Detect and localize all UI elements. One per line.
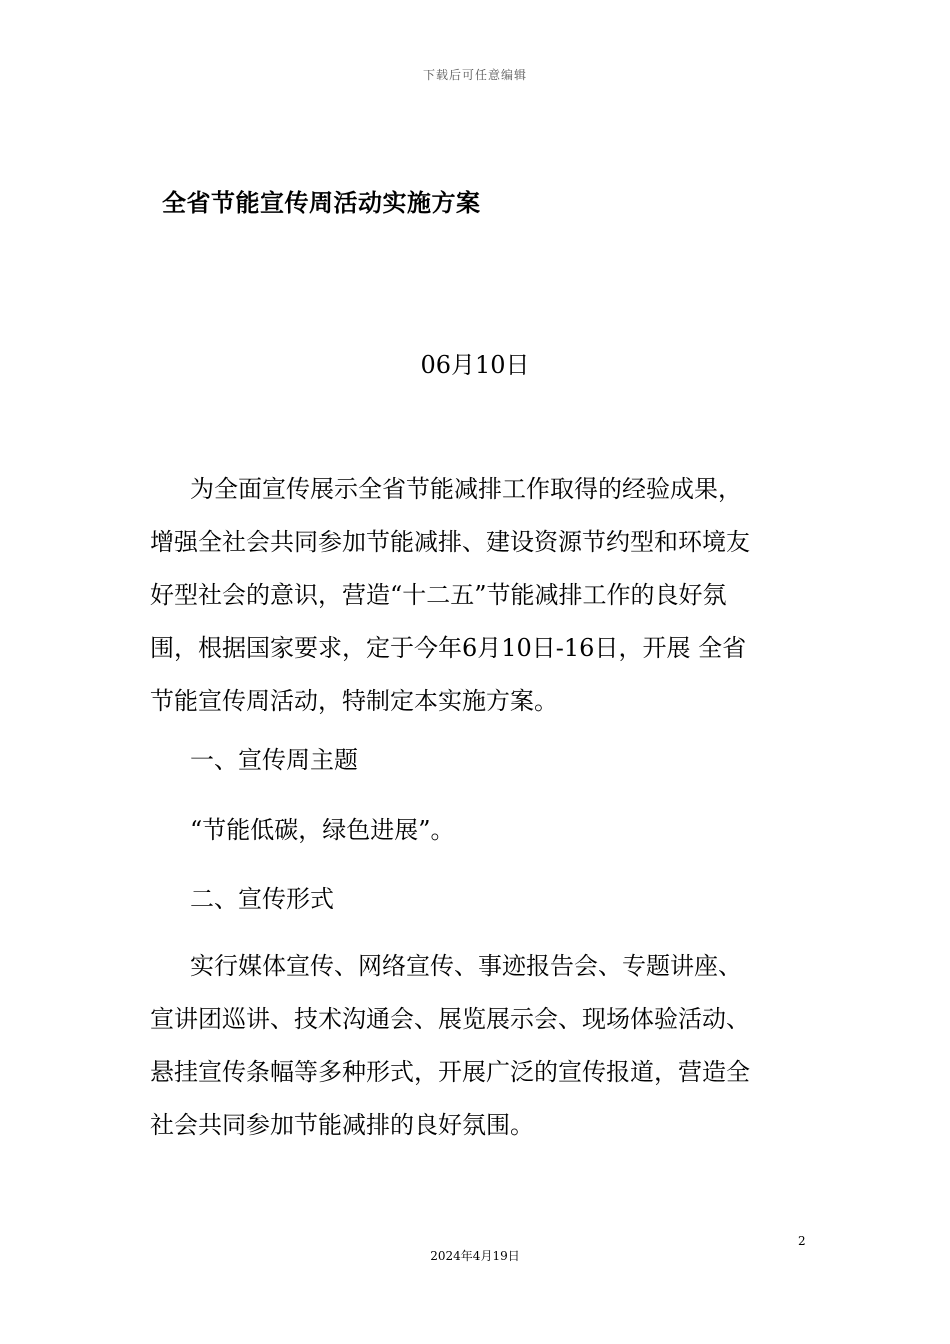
document-title: 全省节能宣传周活动实施方案 <box>162 189 481 217</box>
intro-line-5: 节能宣传周活动，特制定本实施方案。 <box>150 687 558 715</box>
section-2-heading: 二、宣传形式 <box>190 885 334 913</box>
header-note: 下载后可任意编辑 <box>422 68 527 82</box>
footer-date: 2024年4月19日 <box>430 1249 520 1263</box>
section-2-paragraph <box>150 940 810 1152</box>
section-2-line-1: 实行媒体宣传、网络宣传、事迹报告会、专题讲座、 <box>190 952 742 980</box>
section-2-line-3: 悬挂宣传条幅等多种形式，开展广泛的宣传报道，营造全 <box>150 1058 750 1086</box>
section-1-content: “节能低碳，绿色进展”。 <box>190 816 455 844</box>
intro-line-4: 围，根据国家要求，定于今年6月10日-16日，开展 全省 <box>150 634 747 662</box>
intro-paragraph <box>150 463 810 728</box>
section-1-heading: 一、宣传周主题 <box>190 746 358 774</box>
intro-line-2: 增强全社会共同参加节能减排、建设资源节约型和环境友 <box>150 528 750 556</box>
intro-line-1: 为全面宣传展示全省节能减排工作取得的经验成果， <box>190 475 742 503</box>
page-number: 2 <box>798 1234 806 1248</box>
section-2-line-2: 宣讲团巡讲、技术沟通会、展览展示会、现场体验活动、 <box>150 1005 750 1033</box>
intro-line-3: 好型社会的意识，营造“十二五”节能减排工作的良好氛 <box>150 581 727 609</box>
document-date: 06月10日 <box>420 351 530 379</box>
section-2-line-4: 社会共同参加节能减排的良好氛围。 <box>150 1111 534 1139</box>
